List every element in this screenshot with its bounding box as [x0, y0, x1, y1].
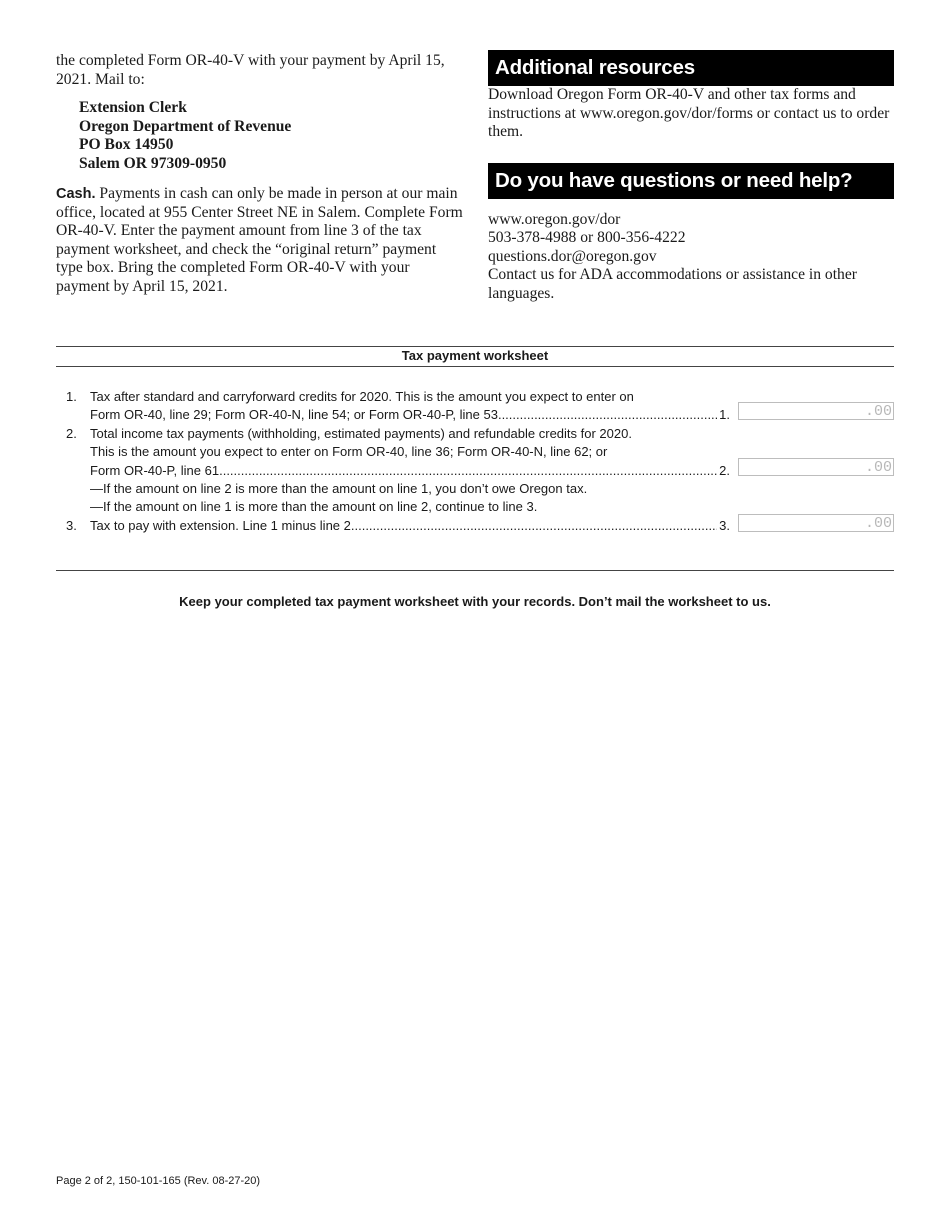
worksheet-line-2	[56, 425, 736, 525]
line-ref: 1.	[719, 407, 730, 423]
worksheet-title-rule	[56, 366, 894, 367]
leader-dots	[498, 406, 717, 424]
worksheet-note: —If the amount on line 2 is more than the amount on line 1, you don’t owe Oregon tax.	[90, 480, 588, 496]
worksheet-line-3	[56, 517, 736, 537]
mailing-address	[79, 99, 466, 173]
worksheet-line-1	[56, 388, 736, 425]
leader-dots	[354, 517, 717, 535]
line-3-amount-input[interactable]: .00	[738, 514, 894, 532]
keep-records-note: Keep your completed tax payment worksheet with your records. Don’t mail the worksheet to us.	[179, 594, 771, 609]
line-text-last: Form OR-40, line 29; Form OR-40-N, line 54; or Form OR-40-P, line 53	[90, 407, 498, 423]
contact-website[interactable]: www.oregon.gov/dor	[488, 210, 621, 228]
contact-info	[488, 211, 894, 267]
line-text: Total income tax payments (withholding, estimated payments) and refundable credits for 2020.	[90, 426, 632, 441]
address-line: PO Box 14950	[79, 136, 174, 153]
line-1-amount-input[interactable]: .00	[738, 402, 894, 420]
line-ref: 2.	[719, 462, 730, 478]
help-heading: Do you have questions or need help?	[488, 163, 894, 199]
cash-label: Cash.	[56, 186, 96, 202]
right-column	[488, 50, 894, 303]
address-line: Oregon Department of Revenue	[79, 117, 292, 135]
line-text-last: Form OR-40-P, line 61	[90, 462, 220, 478]
mail-intro: the completed Form OR-40-V with your payment by April 15, 2021. Mail to:	[56, 52, 445, 88]
address-line: Salem OR 97309-0950	[79, 154, 227, 172]
address-line: Extension Clerk	[79, 99, 187, 116]
line-text: This is the amount you expect to enter on Form OR-40, line 36; Form OR-40-N, line 62; or	[90, 444, 608, 460]
line-number: 3.	[66, 518, 77, 533]
line-2-amount-input[interactable]: .00	[738, 458, 894, 476]
leader-dots	[219, 462, 717, 480]
contact-email[interactable]: questions.dor@oregon.gov	[488, 247, 657, 265]
cash-paragraph	[56, 185, 466, 296]
worksheet-bottom-rule	[56, 570, 894, 571]
line-text: Tax after standard and carryforward credits for 2020. This is the amount you expect to enter on	[90, 389, 634, 404]
cash-text: Payments in cash can only be made in person at our main office, located at 955 Center Street NE in Salem. Complete Form OR-40-V. Enter the payment amount from line 3 of the tax payment worksheet, and check the “original return” payment type box. Bring the completed Form OR-40-V with your payment by April 15, 2021.	[56, 185, 463, 295]
resources-text: Download Oregon Form OR-40-V and other tax forms and instructions at www.oregon.gov/dor/forms or contact us to order them.	[488, 86, 890, 140]
additional-resources-heading: Additional resources	[488, 50, 894, 86]
ada-text: Contact us for ADA accommodations or assistance in other languages.	[488, 266, 857, 302]
line-text-last: Tax to pay with extension. Line 1 minus line 2.	[90, 518, 355, 533]
line-number: 2.	[66, 426, 77, 441]
worksheet-note: —If the amount on line 1 is more than the amount on line 2, continue to line 3.	[90, 499, 538, 515]
page-footer: Page 2 of 2, 150-101-165 (Rev. 08-27-20)	[56, 1175, 261, 1187]
left-column	[56, 52, 466, 296]
contact-phone: 503-378-4988 or 800-356-4222	[488, 229, 686, 246]
worksheet-top-rule	[56, 346, 894, 347]
line-number: 1.	[66, 389, 77, 404]
line-ref: 3.	[719, 518, 730, 533]
worksheet-title: Tax payment worksheet	[401, 348, 549, 363]
